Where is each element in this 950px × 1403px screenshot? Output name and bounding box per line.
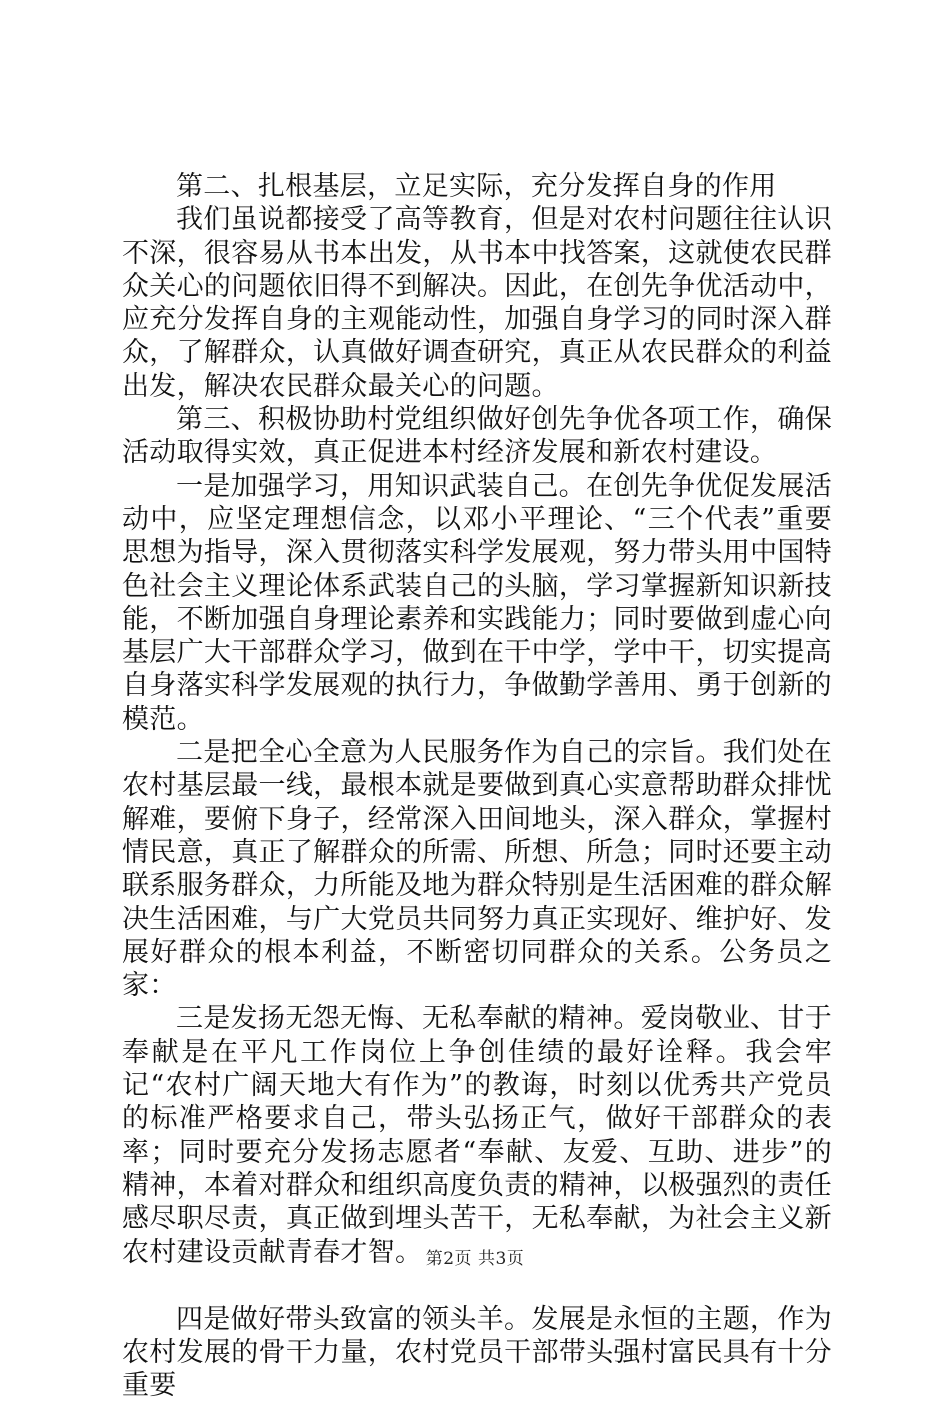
paragraph-gap (122, 1269, 832, 1303)
paragraph-section-three-heading: 第三、积极协助村党组织做好创先争优各项工作，确保活动取得实效，真正促进本村经济发展和新农村建设。 (122, 404, 832, 469)
page-number-footer: 第2页 共3页 (425, 1249, 525, 1269)
paragraph-point-four-leader: 四是做好带头致富的领头羊。发展是永恒的主题，作为农村发展的骨干力量，农村党员干部带头强村富民具有十分重要 (122, 1303, 832, 1402)
paragraph-rural-problems: 我们虽说都接受了高等教育，但是对农村问题往往认识不深，很容易从书本出发，从书本中找答案，这就使农民群众关心的问题依旧得不到解决。因此，在创先争优活动中，应充分发挥自身的主观能动性，加强自身学习的同时深入群众，了解群众，认真做好调查研究，真正从农民群众的利益出发，解决农民群众最关心的问题。 (122, 204, 832, 402)
paragraph-point-one-study: 一是加强学习，用知识武装自己。在创先争优促发展活动中，应坚定理想信念，以邓小平理论、“三个代表”重要思想为指导，深入贯彻落实科学发展观，努力带头用中国特色社会主义理论体系武装自己的头脑，学习掌握新知识新技能，不断加强自身理论素养和实践能力；同时要做到虚心向基层广大干部群众学习，做到在干中学，学中干，切实提高自身落实科学发展观的执行力，争做勤学善用、勇于创新的模范。 (122, 470, 832, 735)
paragraph-point-three-dedication: 三是发扬无怨无悔、无私奉献的精神。爱岗敬业、甘于奉献是在平凡工作岗位上争创佳绩的最好诠释。我会牢记“农村广阔天地大有作为”的教诲，时刻以优秀共产党员的标准严格要求自己，带头弘扬正气，做好干部群众的表率；同时要充分发扬志愿者“奉献、友爱、互助、进步”的精神，本着对群众和组织高度负责的精神，以极强烈的责任感尽职尽责，真正做到埋头苦干，无私奉献，为社会主义新农村建设贡献青春才智。 (122, 1003, 832, 1268)
paragraph-point-two-serve: 二是把全心全意为人民服务作为自己的宗旨。我们处在农村基层最一线，最根本就是要做到真心实意帮助群众排忧解难，要俯下身子，经常深入田间地头，深入群众，掌握村情民意，真正了解群众的所需、所想、所急；同时还要主动联系服务群众，力所能及地为群众特别是生活困难的群众解决生活困难，与广大党员共同努力真正实现好、维护好、发展好群众的根本利益，不断密切同群众的关系。公务员之家： (122, 737, 832, 1002)
paragraph-section-two-heading: 第二、扎根基层，立足实际，充分发挥自身的作用 (176, 171, 777, 202)
document-body (122, 170, 832, 1403)
